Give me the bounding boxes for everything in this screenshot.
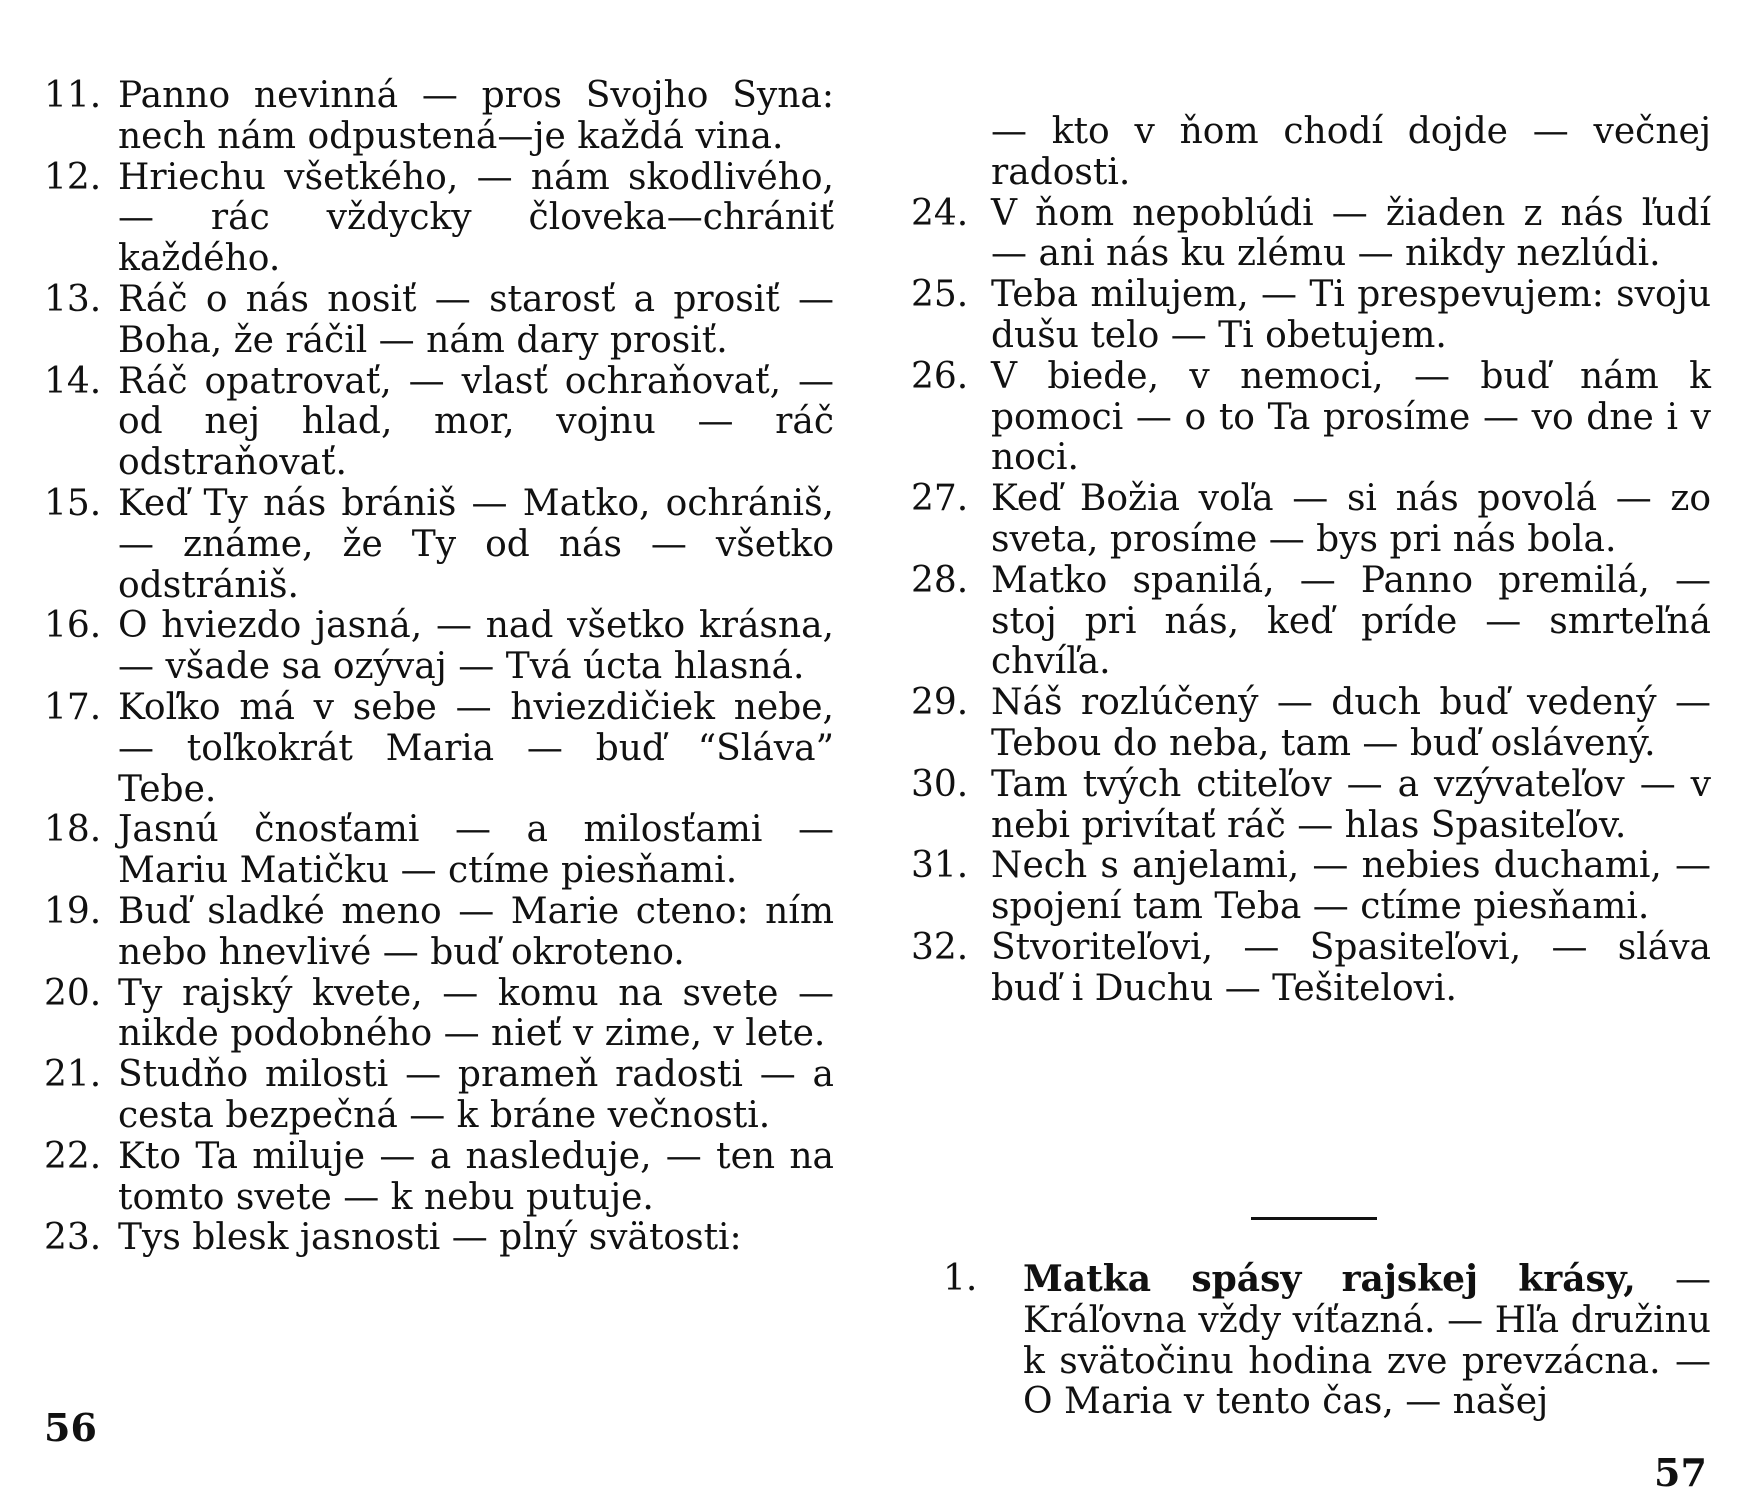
verse-number: 1. xyxy=(943,1258,978,1299)
verse-32 xyxy=(911,928,1711,1010)
verse-text: Ráč o nás nosiť — starosť a prosiť — Boha, že ráčil — nám dary prosiť. xyxy=(118,278,834,361)
verse-17 xyxy=(44,688,834,810)
verse-22 xyxy=(44,1137,834,1219)
verse-list xyxy=(911,112,1711,1010)
verse-24 xyxy=(911,194,1711,276)
verse-text: Ty rajský kvete, — komu na svete — nikde podobného — nieť v zime, v lete. xyxy=(118,972,834,1055)
verse-30 xyxy=(911,765,1711,847)
verse-text: Studňo milosti — prameň radosti — a cesta bezpečná — k bráne večnosti. xyxy=(118,1054,834,1136)
verse-number: 11. xyxy=(44,75,102,116)
verse-number: 29. xyxy=(911,682,969,724)
page-number: 57 xyxy=(1654,1450,1707,1495)
verse-number: 15. xyxy=(44,482,102,524)
verse-number: 22. xyxy=(44,1135,102,1177)
verse-number: 19. xyxy=(44,890,102,932)
verse-text xyxy=(1023,1259,1711,1423)
verse-16 xyxy=(44,606,834,688)
verse-number: 17. xyxy=(44,686,102,728)
verse-text: Kto Ta miluje — a nasleduje, — ten na tomto svete — k nebu putuje. xyxy=(118,1135,834,1218)
song-incipit: Matka spásy rajskej krásy, xyxy=(1023,1258,1636,1300)
verse-text: Keď Ty nás brániš — Matko, ochrániš, — známe, že Ty od nás — všetko odstrániš. xyxy=(118,482,834,606)
verse-number: 26. xyxy=(911,355,969,397)
verse-21 xyxy=(44,1055,834,1137)
verse-27 xyxy=(911,479,1711,561)
verse-number: 27. xyxy=(911,478,969,520)
verse-text: Koľko má v sebe — hviezdičiek nebe, — toľkokrát Maria — buď “Sláva” Tebe. xyxy=(118,686,834,810)
section-divider xyxy=(1251,1217,1377,1220)
verse-text: O hviezdo jasná, — nad všetko krásna, — všade sa ozývaj — Tvá úcta hlasná. xyxy=(118,605,834,688)
verse-text: V biede, v nemoci, — buď nám k pomoci — o to Ta prosíme — vo dne i v noci. xyxy=(991,355,1711,479)
verse-number: 14. xyxy=(44,360,102,402)
verse-31 xyxy=(911,846,1711,928)
verse-number: 32. xyxy=(911,926,969,968)
verse-29 xyxy=(911,683,1711,765)
verse-13 xyxy=(44,280,834,362)
verse-text: Buď sladké meno — Marie cteno: ním nebo hnevlivé — buď okroteno. xyxy=(118,890,834,973)
verse-15 xyxy=(44,484,834,606)
verse-text: Tys blesk jasnosti — plný svätosti: xyxy=(118,1217,742,1259)
verse-text: Matko spanilá, — Panno premilá, — stoj pri nás, keď príde — smrteľná chvíľa. xyxy=(991,559,1711,683)
page-number: 56 xyxy=(44,1405,97,1450)
verse-list xyxy=(44,76,834,1259)
verse-text: Keď Božia voľa — si nás povolá — zo sveta, prosíme — bys pri nás bola. xyxy=(991,478,1711,560)
verse-number: 18. xyxy=(44,809,102,851)
verse-18 xyxy=(44,810,834,892)
right-page xyxy=(871,0,1742,1500)
verse-12 xyxy=(44,158,834,280)
verse-number: 20. xyxy=(44,972,102,1014)
verse-text: Ráč opatrovať, — vlasť ochraňovať, — od nej hlad, mor, vojnu — ráč odstraňovať. xyxy=(118,360,834,484)
verse-text: Hriechu všetkého, — nám skodlivého, — rác vždycky človeka—chrániť každého. xyxy=(118,156,834,280)
verse-number: 23. xyxy=(44,1217,102,1259)
verse-text: Teba milujem, — Ti prespevujem: svoju dušu telo — Ti obetujem. xyxy=(991,274,1711,356)
verse-text-rest: — Kráľovna vždy víťazná. — Hľa družinu k svätočinu hodina zve prevzácna. — O Maria v tento čas, — našej xyxy=(1023,1259,1711,1423)
verse-26 xyxy=(911,357,1711,479)
new-song-first-verse xyxy=(943,1259,1711,1423)
verse-number: 13. xyxy=(44,278,102,320)
verse-14 xyxy=(44,362,834,484)
verse-text: V ňom nepoblúdi — žiaden z nás ľudí — ani nás ku zlému — nikdy nezlúdi. xyxy=(991,192,1711,275)
verse-number: 24. xyxy=(911,192,969,234)
verse-number: 16. xyxy=(44,605,102,647)
left-page xyxy=(0,0,860,1500)
verse-number: 12. xyxy=(44,156,102,198)
verse-11 xyxy=(44,76,834,158)
verse-text: Nech s anjelami, — nebies duchami, — spojení tam Teba — ctíme piesňami. xyxy=(991,845,1711,928)
verse-28 xyxy=(911,561,1711,683)
verse-20 xyxy=(44,974,834,1056)
verse-25 xyxy=(911,275,1711,357)
verse-text: — kto v ňom chodí dojde — večnej radosti. xyxy=(991,111,1711,193)
verse-number: 28. xyxy=(911,559,969,601)
verse-text: Stvoriteľovi, — Spasiteľovi, — sláva buď i Duchu — Tešitelovi. xyxy=(991,926,1711,1009)
verse-number: 31. xyxy=(911,845,969,887)
verse-23-continuation xyxy=(911,112,1711,194)
verse-number: 25. xyxy=(911,274,969,316)
verse-text: Jasnú čnosťami — a milosťami — Mariu Matičku — ctíme piesňami. xyxy=(118,809,834,892)
verse-number: 30. xyxy=(911,763,969,805)
verse-text: Panno nevinná — pros Svojho Syna: nech nám odpustená—je každá vina. xyxy=(118,75,834,157)
verse-text: Tam tvých ctiteľov — a vzývateľov — v nebi privítať ráč — hlas Spasiteľov. xyxy=(991,763,1711,846)
verse-19 xyxy=(44,892,834,974)
verse-text: Náš rozlúčený — duch buď vedený — Tebou do neba, tam — buď oslávený. xyxy=(991,682,1711,764)
verse-23 xyxy=(44,1218,834,1259)
new-song-verse-1 xyxy=(943,1259,1711,1423)
verse-number: 21. xyxy=(44,1054,102,1096)
